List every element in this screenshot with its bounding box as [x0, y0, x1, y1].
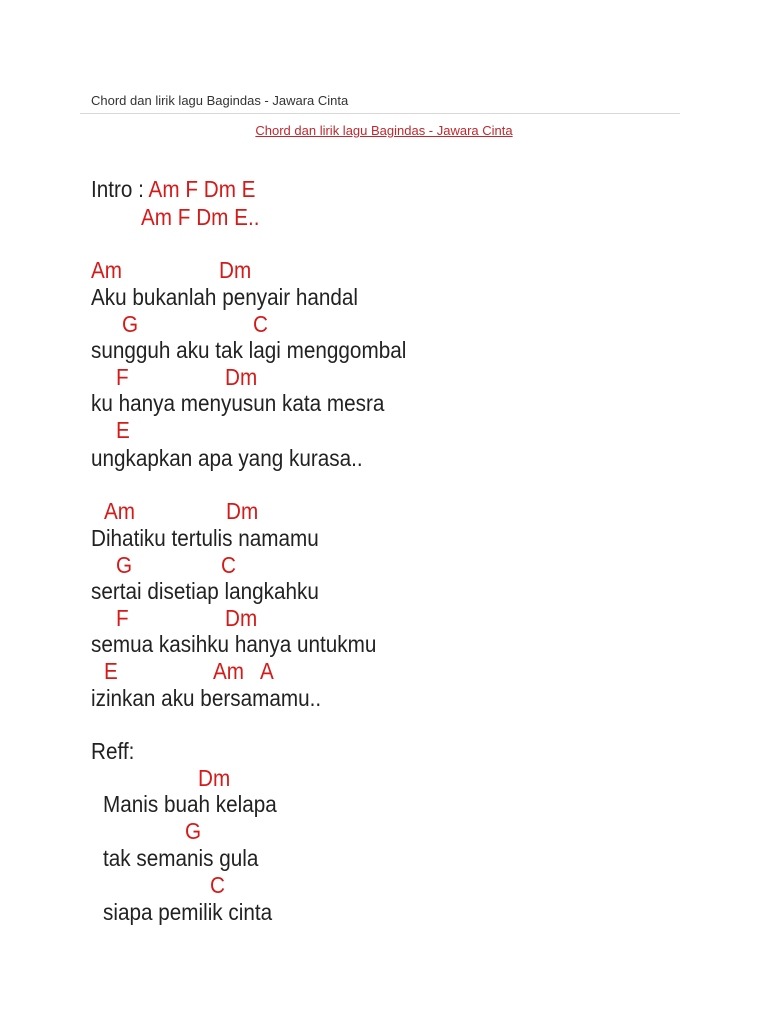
chord: E [104, 658, 118, 684]
lyric-line: ku hanya menyusun kata mesra [91, 390, 385, 416]
chord: Dm [225, 605, 258, 631]
chord: E [116, 417, 130, 443]
chord: Am [91, 257, 123, 283]
lyric-line: Manis buah kelapa [103, 791, 277, 817]
chord: A [260, 658, 274, 684]
title-link[interactable]: Chord dan lirik lagu Bagindas - Jawara Cinta [255, 123, 513, 138]
lyric-line: sertai disetiap langkahku [91, 578, 319, 604]
lyric-line: ungkapkan apa yang kurasa.. [91, 445, 363, 471]
chord: C [221, 552, 236, 578]
chord: G [185, 818, 202, 844]
document-header-title: Chord dan lirik lagu Bagindas - Jawara Cinta [91, 93, 349, 108]
lyric-line: Dihatiku tertulis namamu [91, 525, 319, 551]
lyric-line: Aku bukanlah penyair handal [91, 284, 359, 310]
chord: G [122, 311, 139, 337]
chord: Dm [226, 498, 259, 524]
chord: Dm [219, 257, 252, 283]
chord: F [116, 605, 129, 631]
chord: Am [104, 498, 136, 524]
chord: Dm [225, 364, 258, 390]
intro-chords-2: Am F Dm E.. [141, 204, 260, 230]
lyric-line: siapa pemilik cinta [103, 899, 273, 925]
lyric-line: izinkan aku bersamamu.. [91, 685, 322, 711]
title-link-wrap [0, 123, 768, 138]
chord: Am [213, 658, 245, 684]
chord: Dm [198, 765, 231, 791]
lyric-line: tak semanis gula [103, 845, 259, 871]
lyric-line: Reff: [91, 738, 135, 764]
intro-label: Intro : [91, 176, 149, 202]
intro-line [91, 176, 256, 202]
chord: F [116, 364, 129, 390]
chord: G [116, 552, 133, 578]
header-divider [80, 113, 680, 114]
intro-chords: Am F Dm E [148, 176, 256, 202]
lyric-line: semua kasihku hanya untukmu [91, 631, 377, 657]
lyric-line: sungguh aku tak lagi menggombal [91, 337, 407, 363]
chord: C [210, 872, 225, 898]
chord: C [253, 311, 268, 337]
